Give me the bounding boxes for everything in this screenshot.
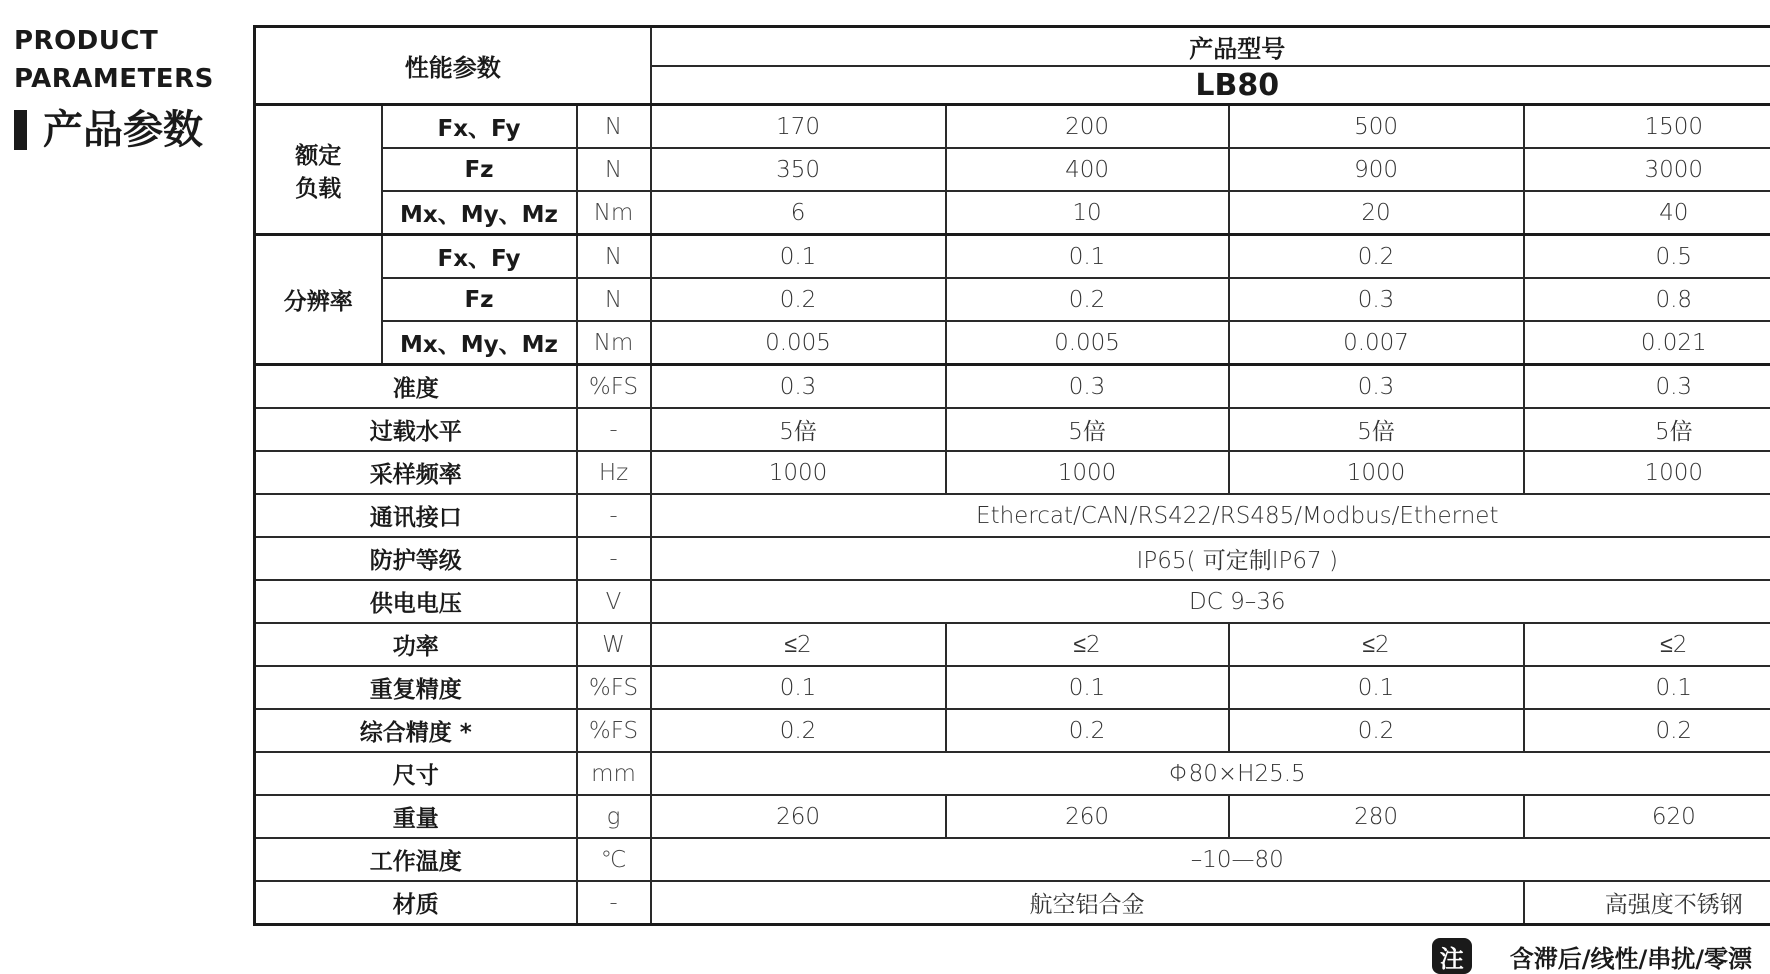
param-label: 材质 bbox=[255, 881, 577, 925]
value-cell: 170 bbox=[651, 105, 946, 149]
unit-cell: W bbox=[577, 623, 651, 666]
unit-cell: - bbox=[577, 881, 651, 925]
param-label: Fx、Fy bbox=[382, 105, 577, 149]
value-cell: 5倍 bbox=[1229, 408, 1524, 451]
table-row bbox=[255, 881, 1770, 925]
unit-cell: %FS bbox=[577, 666, 651, 709]
header-param-label: 性能参数 bbox=[255, 27, 651, 105]
unit-cell: N bbox=[577, 105, 651, 149]
param-label: 准度 bbox=[255, 365, 577, 409]
table-row bbox=[255, 752, 1770, 795]
table-row bbox=[255, 537, 1770, 580]
value-cell: 0.2 bbox=[651, 278, 946, 321]
unit-cell: g bbox=[577, 795, 651, 838]
value-cell: ≤2 bbox=[1524, 623, 1770, 666]
unit-cell: - bbox=[577, 408, 651, 451]
value-cell: 5倍 bbox=[651, 408, 946, 451]
unit-cell: ℃ bbox=[577, 838, 651, 881]
parameters-table bbox=[253, 25, 1770, 926]
value-cell: 900 bbox=[1229, 148, 1524, 191]
unit-cell: Hz bbox=[577, 451, 651, 494]
footnote bbox=[1432, 938, 1752, 974]
value-cell: 0.2 bbox=[946, 278, 1229, 321]
value-cell: 0.3 bbox=[946, 365, 1229, 409]
table-row bbox=[255, 838, 1770, 881]
unit-cell: %FS bbox=[577, 709, 651, 752]
merged-value-cell: IP65( 可定制IP67 ) bbox=[651, 537, 1770, 580]
value-cell: 620 bbox=[1524, 795, 1770, 838]
value-cell: 0.2 bbox=[1524, 709, 1770, 752]
param-label: Mx、My、Mz bbox=[382, 191, 577, 235]
merged-value-cell: Ethercat/CAN/RS422/RS485/Modbus/Ethernet bbox=[651, 494, 1770, 537]
side-title bbox=[14, 22, 214, 154]
value-cell: 0.1 bbox=[1524, 666, 1770, 709]
value-cell: 1000 bbox=[651, 451, 946, 494]
param-label: 综合精度 * bbox=[255, 709, 577, 752]
header-row-1 bbox=[255, 27, 1770, 67]
table-row bbox=[255, 365, 1770, 409]
value-cell: 40 bbox=[1524, 191, 1770, 235]
param-label: 重复精度 bbox=[255, 666, 577, 709]
value-cell: 5倍 bbox=[946, 408, 1229, 451]
table-row bbox=[255, 321, 1770, 365]
value-cell: 5倍 bbox=[1524, 408, 1770, 451]
table-row bbox=[255, 795, 1770, 838]
value-cell: 0.007 bbox=[1229, 321, 1524, 365]
value-cell: 0.1 bbox=[651, 235, 946, 279]
param-label: 通讯接口 bbox=[255, 494, 577, 537]
value-cell: 400 bbox=[946, 148, 1229, 191]
value-cell: 200 bbox=[946, 105, 1229, 149]
table-row bbox=[255, 105, 1770, 149]
value-cell: 0.005 bbox=[651, 321, 946, 365]
header-model-label: 产品型号 bbox=[651, 27, 1770, 67]
param-label: 工作温度 bbox=[255, 838, 577, 881]
table-row bbox=[255, 191, 1770, 235]
param-label: 尺寸 bbox=[255, 752, 577, 795]
header-model-name: LB80 bbox=[651, 66, 1770, 105]
param-label: 采样频率 bbox=[255, 451, 577, 494]
value-cell: 1000 bbox=[1229, 451, 1524, 494]
table-row bbox=[255, 451, 1770, 494]
material-aluminum-cell: 航空铝合金 bbox=[651, 881, 1524, 925]
value-cell: 20 bbox=[1229, 191, 1524, 235]
note-badge: 注 bbox=[1432, 938, 1472, 974]
value-cell: ≤2 bbox=[651, 623, 946, 666]
unit-cell: N bbox=[577, 235, 651, 279]
param-label: 功率 bbox=[255, 623, 577, 666]
title-cn-block bbox=[14, 106, 214, 154]
merged-value-cell: DC 9–36 bbox=[651, 580, 1770, 623]
table-row bbox=[255, 278, 1770, 321]
value-cell: 1000 bbox=[946, 451, 1229, 494]
unit-cell: N bbox=[577, 148, 651, 191]
value-cell: 3000 bbox=[1524, 148, 1770, 191]
value-cell: 0.1 bbox=[651, 666, 946, 709]
value-cell: 0.005 bbox=[946, 321, 1229, 365]
value-cell: 0.1 bbox=[1229, 666, 1524, 709]
param-label: Fz bbox=[382, 148, 577, 191]
table-row bbox=[255, 709, 1770, 752]
value-cell: 0.2 bbox=[1229, 235, 1524, 279]
value-cell: 1000 bbox=[1524, 451, 1770, 494]
merged-value-cell: Φ80×H25.5 bbox=[651, 752, 1770, 795]
value-cell: 10 bbox=[946, 191, 1229, 235]
value-cell: 0.3 bbox=[651, 365, 946, 409]
table-row bbox=[255, 666, 1770, 709]
value-cell: 0.2 bbox=[1229, 709, 1524, 752]
value-cell: 260 bbox=[651, 795, 946, 838]
value-cell: 0.5 bbox=[1524, 235, 1770, 279]
title-en-line2: PARAMETERS bbox=[14, 60, 214, 98]
unit-cell: %FS bbox=[577, 365, 651, 409]
material-steel-cell: 高强度不锈钢 bbox=[1524, 881, 1770, 925]
title-cn: 产品参数 bbox=[43, 106, 203, 154]
value-cell: 0.3 bbox=[1229, 365, 1524, 409]
param-label: 过载水平 bbox=[255, 408, 577, 451]
value-cell: ≤2 bbox=[1229, 623, 1524, 666]
table-row bbox=[255, 408, 1770, 451]
value-cell: 260 bbox=[946, 795, 1229, 838]
value-cell: 0.2 bbox=[651, 709, 946, 752]
title-accent-bar bbox=[14, 110, 27, 150]
unit-cell: mm bbox=[577, 752, 651, 795]
value-cell: 500 bbox=[1229, 105, 1524, 149]
param-label: Fz bbox=[382, 278, 577, 321]
unit-cell: Nm bbox=[577, 321, 651, 365]
group-label-rated-load: 额定 负载 bbox=[255, 105, 382, 235]
value-cell: 0.8 bbox=[1524, 278, 1770, 321]
param-label: 供电电压 bbox=[255, 580, 577, 623]
unit-cell: N bbox=[577, 278, 651, 321]
table-row bbox=[255, 623, 1770, 666]
merged-value-cell: –10—80 bbox=[651, 838, 1770, 881]
parameters-table-body bbox=[255, 27, 1770, 925]
value-cell: 280 bbox=[1229, 795, 1524, 838]
value-cell: 1500 bbox=[1524, 105, 1770, 149]
unit-cell: Nm bbox=[577, 191, 651, 235]
title-en-line1: PRODUCT bbox=[14, 22, 214, 60]
unit-cell: V bbox=[577, 580, 651, 623]
table-row bbox=[255, 235, 1770, 279]
value-cell: 6 bbox=[651, 191, 946, 235]
unit-cell: - bbox=[577, 494, 651, 537]
table-row bbox=[255, 148, 1770, 191]
value-cell: ≤2 bbox=[946, 623, 1229, 666]
param-label: Mx、My、Mz bbox=[382, 321, 577, 365]
param-label: 重量 bbox=[255, 795, 577, 838]
value-cell: 0.1 bbox=[946, 666, 1229, 709]
value-cell: 0.2 bbox=[946, 709, 1229, 752]
table-row bbox=[255, 580, 1770, 623]
table-row bbox=[255, 494, 1770, 537]
value-cell: 0.3 bbox=[1229, 278, 1524, 321]
value-cell: 350 bbox=[651, 148, 946, 191]
note-text: 含滞后/线性/串扰/零漂 bbox=[1510, 939, 1752, 974]
param-label: Fx、Fy bbox=[382, 235, 577, 279]
unit-cell: - bbox=[577, 537, 651, 580]
value-cell: 0.1 bbox=[946, 235, 1229, 279]
group-label-resolution: 分辨率 bbox=[255, 235, 382, 365]
value-cell: 0.021 bbox=[1524, 321, 1770, 365]
param-label: 防护等级 bbox=[255, 537, 577, 580]
value-cell: 0.3 bbox=[1524, 365, 1770, 409]
